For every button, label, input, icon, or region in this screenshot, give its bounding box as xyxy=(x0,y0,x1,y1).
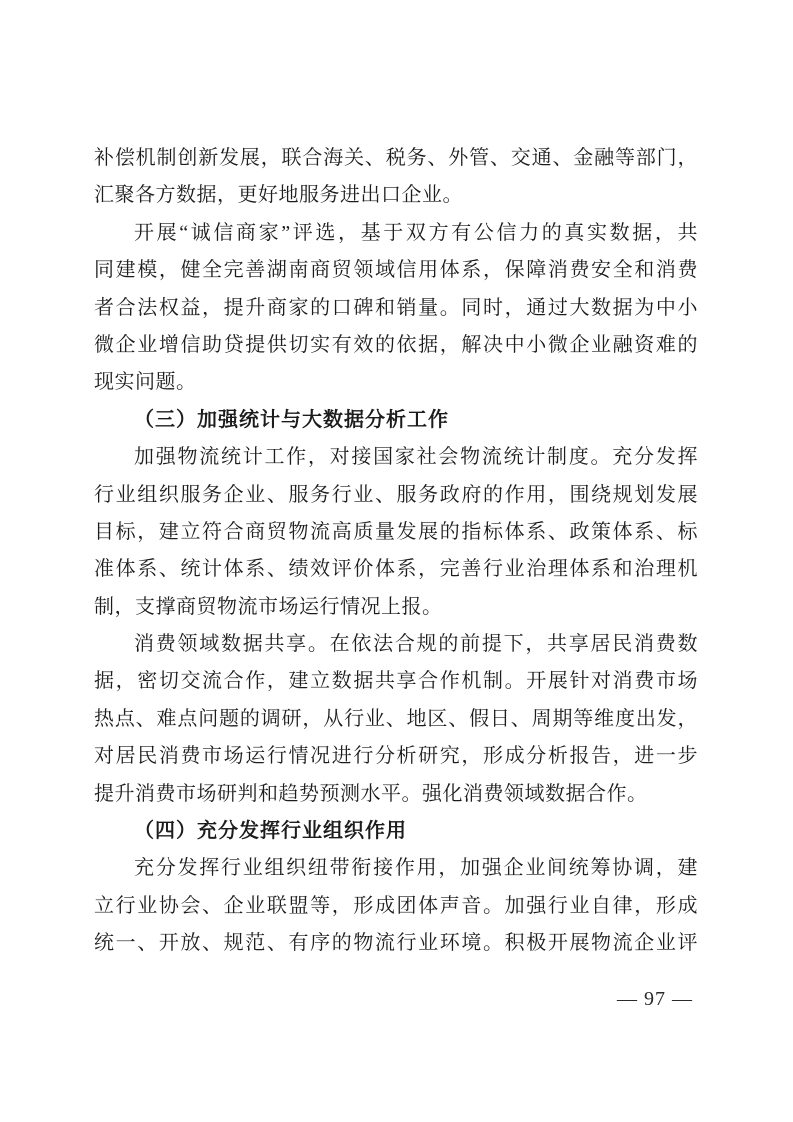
text-line: 同建模，健全完善湖南商贸领域信用体系，保障消费安全和消费 xyxy=(94,259,698,282)
text-line: 者合法权益，提升商家的口碑和销量。同时，通过大数据为中小 xyxy=(94,296,698,319)
section-heading-4: （四）充分发挥行业组织作用 xyxy=(134,820,407,843)
text-line: 准体系、统计体系、绩效评价体系，完善行业治理体系和治理机 xyxy=(94,558,698,581)
text-line: 统一、开放、规范、有序的物流行业环境。积极开展物流企业评 xyxy=(94,932,698,955)
text-line: 目标，建立符合商贸物流高质量发展的指标体系、政策体系、标 xyxy=(94,520,698,543)
text-line: 充分发挥行业组织纽带衔接作用，加强企业间统筹协调，建 xyxy=(134,857,698,880)
text-line: 热点、难点问题的调研，从行业、地区、假日、周期等维度出发， xyxy=(94,707,698,730)
text-line: 立行业协会、企业联盟等，形成团体声音。加强行业自律，形成 xyxy=(94,894,698,917)
text-line: 补偿机制创新发展，联合海关、税务、外管、交通、金融等部门， xyxy=(94,147,698,169)
text-line: 开展“诚信商家”评选，基于双方有公信力的真实数据，共 xyxy=(134,221,698,244)
text-line: 现实问题。 xyxy=(94,371,197,394)
text-line: 制，支撑商贸物流市场运行情况上报。 xyxy=(94,595,443,618)
page-number: — 97 — xyxy=(617,988,693,1010)
text-line: 消费领域数据共享。在依法合规的前提下，共享居民消费数 xyxy=(134,633,698,656)
text-line: 汇聚各方数据，更好地服务进出口企业。 xyxy=(94,184,463,207)
section-heading-3: （三）加强统计与大数据分析工作 xyxy=(134,408,449,431)
text-line: 微企业增信助贷提供切实有效的依据，解决中小微企业融资难的 xyxy=(94,333,698,356)
text-line: 行业组织服务企业、服务行业、服务政府的作用，围绕规划发展 xyxy=(94,483,698,506)
document-body xyxy=(94,140,698,963)
text-line: 加强物流统计工作，对接国家社会物流统计制度。充分发挥 xyxy=(134,446,698,469)
text-line: 对居民消费市场运行情况进行分析研究，形成分析报告，进一步 xyxy=(94,745,698,768)
text-line: 据，密切交流合作，建立数据共享合作机制。开展针对消费市场 xyxy=(94,670,698,693)
text-line: 提升消费市场研判和趋势预测水平。强化消费领域数据合作。 xyxy=(94,782,648,805)
